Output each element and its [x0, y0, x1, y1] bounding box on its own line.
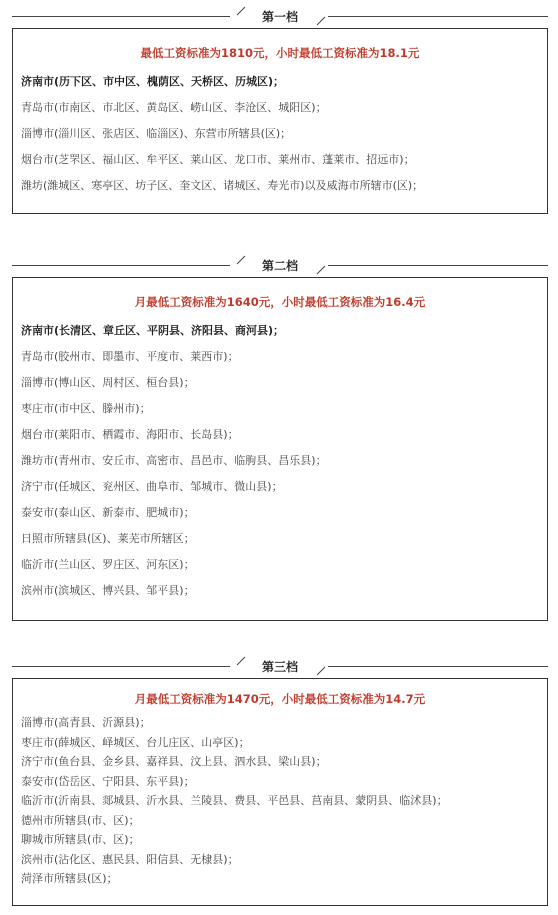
hook-icon	[316, 265, 326, 275]
region-line: 烟台市(莱阳市、栖霞市、海阳市、长岛县)；	[21, 428, 239, 441]
tier-3-header	[12, 654, 548, 678]
header-divider-right	[328, 265, 548, 266]
region-line: 潍坊(潍城区、寒亭区、坊子区、奎文区、诸城区、寿光市)以及威海市所辖市(区)；	[21, 179, 424, 192]
region-line: 淄博市(淄川区、张店区、临淄区)、东营市所辖县(区)；	[21, 127, 292, 140]
tier-2-header	[12, 253, 548, 277]
tier-1-region-list	[13, 69, 547, 199]
tier-2-title: 第二档	[261, 259, 298, 273]
region-line: 济宁市(鱼台县、金乡县、嘉祥县、汶上县、泗水县、梁山县)；	[21, 755, 327, 768]
region-line: 枣庄市(市中区、滕州市)；	[21, 402, 151, 415]
region-line: 滨州市(滨城区、博兴县、邹平县)；	[21, 584, 195, 597]
region-line: 临沂市(沂南县、郯城县、沂水县、兰陵县、费县、平邑县、莒南县、蒙阴县、临沭县)；	[21, 794, 448, 807]
region-line: 滨州市(沾化区、惠民县、阳信县、无棣县)；	[21, 852, 239, 866]
region-line: 济南市(历下区、市中区、槐荫区、天桥区、历城区)；	[21, 75, 285, 88]
region-line: 泰安市(泰山区、新泰市、肥城市)；	[21, 506, 195, 519]
tier-3-title: 第三档	[261, 660, 298, 674]
region-line: 泰安市(岱岳区、宁阳县、东平县)；	[21, 774, 195, 788]
region-line: 青岛市(胶州市、即墨市、平度市、莱西市)；	[21, 350, 239, 363]
region-line: 济南市(长清区、章丘区、平阴县、济阳县、商河县)；	[21, 324, 285, 337]
tier-2-box	[12, 277, 548, 621]
region-line: 青岛市(市南区、市北区、黄岛区、崂山区、李沧区、城阳区)；	[21, 101, 327, 114]
region-line: 淄博市(高青县、沂源县)；	[21, 716, 151, 729]
region-line: 聊城市所辖县(市、区)；	[21, 833, 140, 846]
tier-2-region-list	[13, 318, 547, 604]
tier-1-wage-text: 最低工资标准为1810元，小时最低工资标准为18.1元	[140, 46, 420, 60]
tier-1-title: 第一档	[261, 10, 298, 24]
region-line: 菏泽市所辖县(区)；	[21, 872, 118, 885]
tier-1-header	[12, 4, 548, 28]
tier-3-box	[12, 678, 548, 906]
tier-3-region-list	[13, 713, 547, 889]
region-line: 济宁市(任城区、兖州区、曲阜市、邹城市、微山县)；	[21, 480, 283, 493]
tier-2-wage-text: 月最低工资标准为1640元，小时最低工资标准为16.4元	[134, 295, 426, 309]
tier-3-wage-text: 月最低工资标准为1470元，小时最低工资标准为14.7元	[134, 692, 426, 706]
tier-3-section	[12, 654, 548, 906]
hook-icon	[316, 666, 326, 676]
tier-1-box	[12, 28, 548, 214]
region-line: 枣庄市(薛城区、峄城区、台儿庄区、山亭区)；	[21, 735, 250, 749]
region-line: 德州市所辖县(市、区)；	[21, 813, 140, 827]
region-line: 临沂市(兰山区、罗庄区、河东区)；	[21, 558, 195, 571]
hook-icon	[316, 16, 326, 26]
region-line: 烟台市(芝罘区、福山区、牟平区、莱山区、龙口市、莱州市、蓬莱市、招远市)；	[21, 153, 415, 166]
region-line: 潍坊市(青州市、安丘市、高密市、昌邑市、临朐县、昌乐县)；	[21, 454, 327, 467]
region-line: 日照市所辖县(区)、莱芜市所辖区；	[21, 532, 195, 545]
tier-1-section	[12, 4, 548, 214]
header-divider-right	[328, 666, 548, 667]
region-line: 淄博市(博山区、周村区、桓台县)；	[21, 376, 195, 389]
tier-2-section	[12, 253, 548, 621]
header-divider-right	[328, 16, 548, 17]
